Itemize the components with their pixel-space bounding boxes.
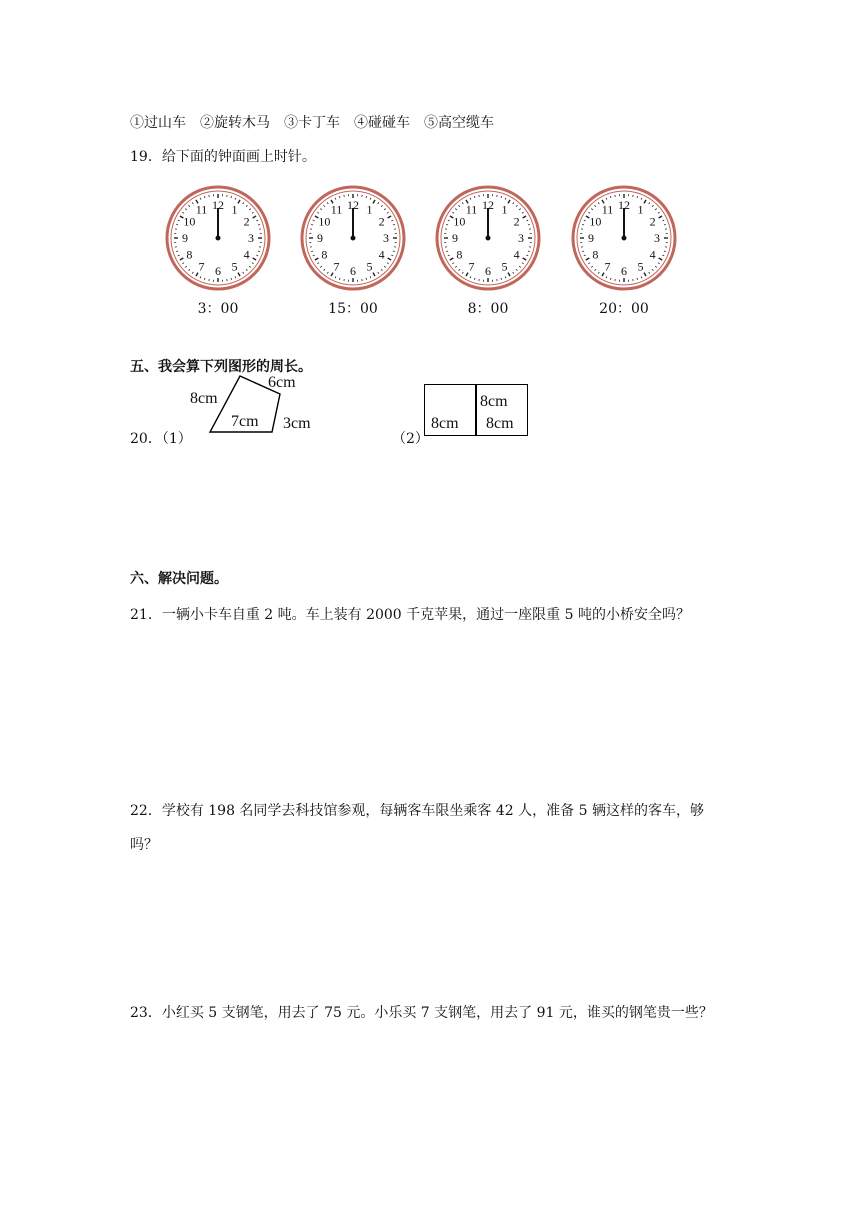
clock-tick [246,205,247,206]
clock-tick [366,196,367,198]
clock-tick [508,273,510,276]
clock-tick [652,205,653,206]
clock-number: 7 [333,259,340,274]
clock-tick [462,272,463,274]
clock-tick [231,196,232,198]
clock-center [622,236,627,241]
clock-tick [335,276,336,278]
clock-tick [586,258,589,260]
fig2-right-label: 8cm [486,415,514,432]
clock-tick [598,202,599,204]
clock-tick [582,224,584,225]
clock-tick [637,196,638,198]
clock-tick [526,220,528,221]
clock-tick [470,276,471,278]
clock-tick [231,278,232,280]
fig1-bottom-label: 7cm [231,413,259,430]
clock-tick [595,205,596,206]
clock-tick [253,258,256,260]
clock-tick [182,263,184,264]
clock-number: 1 [637,202,644,217]
clock-tick [258,251,260,252]
clock-number: 11 [195,202,208,217]
clock-tick [235,276,236,278]
clock-tick [588,263,590,264]
clock-tick [204,196,205,198]
clock-tick [320,209,321,210]
clock-tick [658,212,660,213]
clock-tick [528,224,530,225]
clock-tick [311,251,313,252]
clock-tick [176,224,178,225]
clock-tick [373,200,375,203]
clock-tick [384,209,385,210]
clock-number: 10 [589,214,602,229]
clock-tick [516,269,517,270]
clock-tick [317,263,319,264]
clock-number: 10 [453,214,466,229]
clock-number: 5 [366,259,373,274]
clock-tick [459,269,460,270]
clock-number: 4 [513,247,520,262]
clock-tick [474,196,475,198]
clock-number: 6 [485,264,491,278]
clock-tick [381,269,382,270]
clock-face [299,184,407,292]
question-19: 19．给下面的钟面画上时针。 [130,149,316,165]
clock-tick [366,278,367,280]
clock-tick [644,200,646,203]
clock-tick [370,198,371,200]
clock-tick [610,278,611,280]
clock-tick [339,278,340,280]
clock-tick [519,209,520,210]
clock-tick [189,269,190,270]
clock-tick [238,273,240,276]
clock-tick [658,263,660,264]
clock-number: 4 [649,247,656,262]
clock-tick [387,212,389,213]
clock-tick [641,276,642,278]
clock-tick [606,276,607,278]
clock-tick [649,202,650,204]
clock-face [434,184,542,292]
question-22-line-2: 吗？ [130,837,158,853]
clock-tick [393,224,395,225]
clock-tick [595,269,596,270]
clock-time-label: 3：00 [197,301,239,317]
clock-tick [327,202,328,204]
clock-tick [649,272,650,274]
clock-time-label: 20：00 [599,301,649,317]
clock-tick [182,212,184,213]
clock-tick [339,196,340,198]
clock-tick [200,276,201,278]
clock-tick [455,209,456,210]
clock-tick [246,269,247,270]
clock-tick [393,251,395,252]
clock-face [164,184,272,292]
clock-tick [317,212,319,213]
clock-number: 7 [604,259,611,274]
clock-tick [505,276,506,278]
clock-number: 9 [182,231,188,245]
clock-tick [180,258,183,260]
clock-center [351,236,356,241]
clock-number: 9 [452,231,458,245]
clock-tick [327,272,328,274]
clock-tick [378,272,379,274]
clock-tick [655,209,656,210]
clock-tick [446,251,448,252]
clock-number: 8 [592,247,599,262]
clock-tick [659,216,662,218]
clock-tick [391,220,393,221]
clock-number: 6 [215,264,221,278]
clock-tick [320,266,321,267]
section-5-heading: 五、我会算下列图形的周长。 [130,359,312,375]
question-21: 21．一辆小卡车自重 2 吨。车上装有 2000 千克苹果，通过一座限重 5 吨的小桥安全吗？ [130,607,690,623]
clock-tick [459,205,460,206]
clock-tick [637,278,638,280]
clock-tick [192,202,193,204]
clock-tick [462,202,463,204]
clock-number: 6 [350,264,356,278]
clock-tick [523,216,526,218]
clock-tick [455,266,456,267]
clock-tick [522,263,524,264]
clock-tick [452,212,454,213]
clock-number: 10 [318,214,331,229]
clock-tick [313,255,315,256]
clock-tick [324,269,325,270]
rectangle-divider [475,384,477,436]
clock-tick [391,255,393,256]
clock-tick [387,263,389,264]
clock-center [486,236,491,241]
clock-tick [324,205,325,206]
clock-tick [178,220,180,221]
clock-number: 9 [317,231,323,245]
clock-tick [591,266,592,267]
clock-tick [474,278,475,280]
clock-number: 8 [321,247,328,262]
clock-number: 1 [501,202,508,217]
clock-tick [501,196,502,198]
clock-tick [584,220,586,221]
clock-tick [258,224,260,225]
clock-number: 11 [601,202,614,217]
clock-number: 11 [465,202,478,217]
question-23: 23．小红买 5 支钢笔，用去了 75 元。小乐买 7 支钢笔，用去了 91 元，谁买的钢笔贵一些？ [130,1005,713,1021]
clock-tick [659,258,662,260]
clock-number: 2 [243,214,250,229]
clock-tick [335,198,336,200]
clock-tick [178,255,180,256]
clock-tick [252,212,254,213]
clock-tick [185,209,186,210]
clock-number: 1 [231,202,238,217]
clock-tick [448,220,450,221]
clock-number: 11 [330,202,343,217]
clock-number: 2 [378,214,385,229]
fig1-top-label: 6cm [268,374,296,391]
clock-tick [256,220,258,221]
clock-tick [470,198,471,200]
clock-tick [448,255,450,256]
clock-number: 3 [518,231,524,245]
clock-tick [644,273,646,276]
clock-tick [664,224,666,225]
clock-tick [256,255,258,256]
clock-tick [516,205,517,206]
clock-number: 12 [482,198,494,212]
fig2-left-label: 8cm [431,415,459,432]
clock-number: 12 [618,198,630,212]
clock-tick [452,263,454,264]
clock-tick [311,224,313,225]
clock-number: 3 [248,231,254,245]
clock-tick [582,251,584,252]
clock-number: 5 [637,259,644,274]
clock-tick [508,200,510,203]
clock-number: 2 [513,214,520,229]
clock-tick [238,200,240,203]
clock-tick [315,258,318,260]
clock-number: 2 [649,214,656,229]
clock-tick [662,255,664,256]
clock-tick [189,205,190,206]
clock-number: 4 [378,247,385,262]
clock-tick [243,202,244,204]
clock-tick [446,224,448,225]
clock-time-label: 15：00 [328,301,378,317]
clock-number: 1 [366,202,373,217]
clock-number: 5 [231,259,238,274]
clock-tick [526,255,528,256]
clock-tick [249,266,250,267]
clock-tick [200,198,201,200]
clock-tick [522,212,524,213]
clock-tick [176,251,178,252]
clock-tick [652,269,653,270]
question-20-prefix-2: （2） [392,431,429,447]
fig1-left-label: 8cm [190,390,218,407]
clock-tick [588,212,590,213]
clock-number: 5 [501,259,508,274]
clock-tick [185,266,186,267]
clock-tick [606,198,607,200]
clock-tick [243,272,244,274]
clock-tick [598,272,599,274]
clock-tick [584,255,586,256]
clock-tick [313,220,315,221]
clock-tick [249,209,250,210]
clock-number: 7 [468,259,475,274]
clock-number: 4 [243,247,250,262]
clock-number: 3 [383,231,389,245]
clock-tick [252,263,254,264]
clock-tick [505,198,506,200]
clock-tick [519,266,520,267]
clock-number: 9 [588,231,594,245]
fig2-inner-label: 8cm [480,393,508,410]
clock-center [216,236,221,241]
clock-face [570,184,678,292]
clock-tick [384,266,385,267]
clock-number: 6 [621,264,627,278]
clock-tick [388,258,391,260]
clock-tick [662,220,664,221]
clock-tick [610,196,611,198]
clock-tick [373,273,375,276]
clock-tick [641,198,642,200]
clock-time-label: 8：00 [467,301,509,317]
clock-tick [523,258,526,260]
clock-tick [378,202,379,204]
clock-tick [204,278,205,280]
clock-tick [664,251,666,252]
clock-tick [655,266,656,267]
clock-tick [513,202,514,204]
clock-tick [192,272,193,274]
clock-tick [591,209,592,210]
clock-tick [450,258,453,260]
section-6-heading: 六、解决问题。 [130,571,228,587]
clock-number: 8 [186,247,193,262]
clock-tick [370,276,371,278]
options-line: ①过山车 ②旋转木马 ③卡丁车 ④碰碰车 ⑤高空缆车 [130,115,494,131]
clock-tick [253,216,256,218]
clock-number: 7 [198,259,205,274]
clock-number: 8 [456,247,463,262]
clock-tick [381,205,382,206]
clock-tick [528,251,530,252]
clock-number: 3 [654,231,660,245]
clock-tick [513,272,514,274]
clock-number: 12 [212,198,224,212]
clock-tick [501,278,502,280]
clock-number: 12 [347,198,359,212]
clock-tick [388,216,391,218]
clock-tick [235,198,236,200]
question-22-line-1: 22．学校有 198 名同学去科技馆参观，每辆客车限坐乘客 42 人，准备 5 辆这样的客车，够 [130,803,704,819]
clock-number: 10 [183,214,196,229]
question-20-prefix: 20．（1） [130,431,192,447]
fig1-right-label: 3cm [283,415,311,432]
